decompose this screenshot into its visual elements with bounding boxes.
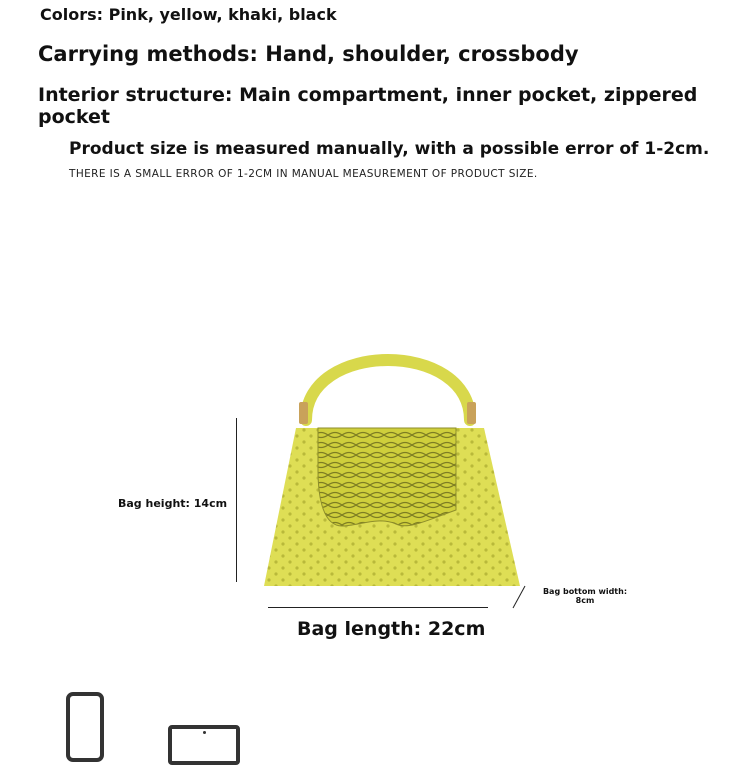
tablet-icon — [168, 725, 240, 765]
bag-height-label: Bag height: 14cm — [118, 497, 228, 510]
bag-handle — [306, 360, 470, 420]
bag-length-label: Bag length: 22cm — [297, 618, 486, 640]
handle-clip-left — [299, 402, 308, 424]
measurement-note-caps: THERE IS A SMALL ERROR OF 1-2CM IN MANUAL MEASUREMENT OF PRODUCT SIZE. — [69, 168, 538, 180]
colors-text: Colors: Pink, yellow, khaki, black — [40, 5, 337, 24]
yellow-handbag-image — [258, 330, 528, 590]
phone-icon — [66, 692, 104, 762]
measurement-note: Product size is measured manually, with a possible error of 1-2cm. — [69, 139, 710, 159]
bag-bottom-width-value: 8cm — [575, 596, 595, 605]
handle-clip-right — [467, 402, 476, 424]
bag-bottom-width-title: Bag bottom width: — [542, 587, 628, 596]
length-dimension-line — [268, 607, 488, 608]
bag-bottom-width-label — [540, 587, 630, 605]
interior-structure-text: Interior structure: Main compartment, inner pocket, zippered pocket — [38, 84, 698, 128]
carrying-methods-text: Carrying methods: Hand, shoulder, crossbody — [38, 42, 579, 66]
bag-flap — [318, 428, 456, 526]
height-dimension-line — [236, 418, 237, 582]
width-dimension-line — [510, 584, 528, 610]
